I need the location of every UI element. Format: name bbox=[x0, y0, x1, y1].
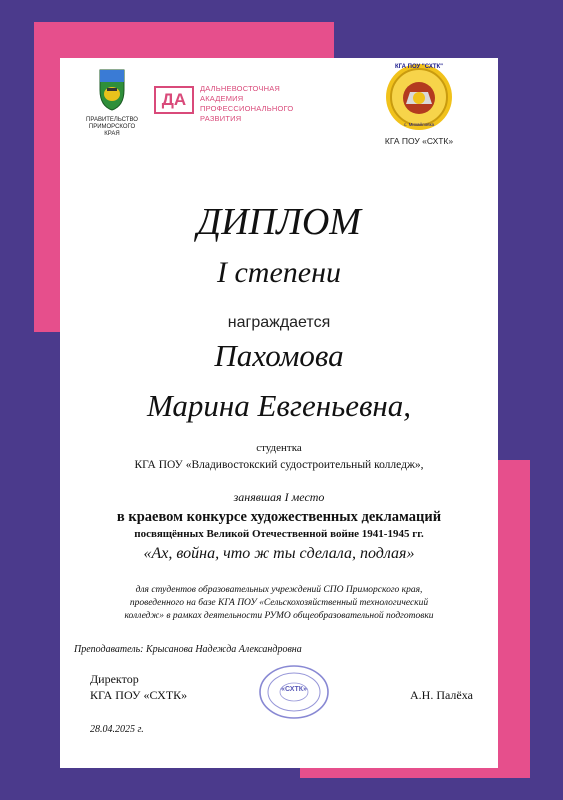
student-label: студентка bbox=[256, 442, 302, 454]
diploma-degree: I степени bbox=[217, 256, 341, 289]
director-organization: КГА ПОУ «СХТК» bbox=[90, 688, 188, 702]
diploma-title: ДИПЛОМ bbox=[197, 201, 361, 243]
student-college: КГА ПОУ «Владивостокский судостроительный колледж», bbox=[134, 459, 424, 471]
stamp-text: «СХТК» bbox=[281, 686, 307, 693]
diploma-paper bbox=[60, 58, 498, 768]
college-logo bbox=[374, 62, 464, 152]
government-line-2: ПРИМОРСКОГО КРАЯ bbox=[88, 124, 136, 137]
college-logo-top-text: КГА ПОУ "СХТК" bbox=[394, 64, 444, 70]
academy-line-1: ДАЛЬНЕВОСТОЧНАЯ bbox=[200, 84, 281, 93]
teacher-line: Преподаватель: Крысанова Надежда Александровна bbox=[74, 644, 302, 655]
event-note-line-2: проведенного на базе КГА ПОУ «Сельскохозяйственный технологический bbox=[129, 598, 429, 608]
awarded-label: награждается bbox=[227, 314, 331, 331]
event-note-line-3: колледж» в рамках деятельности РУМО общеобразовательной подготовки bbox=[124, 611, 434, 621]
place-label: занявшая I место bbox=[233, 490, 325, 504]
director-title: Директор bbox=[90, 672, 139, 686]
poem-title: «Ах, война, что ж ты сделала, подлая» bbox=[143, 545, 415, 562]
contest-dedication: посвящённых Великой Отечественной войне 1941-1945 гг. bbox=[134, 528, 424, 540]
academy-line-2: АКАДЕМИЯ bbox=[200, 94, 244, 103]
college-caption: КГА ПОУ «СХТК» bbox=[384, 136, 454, 146]
event-note-line-1: для студентов образовательных учреждений СПО Приморского края, bbox=[135, 585, 423, 595]
academy-line-3: ПРОФЕССИОНАЛЬНОГО bbox=[200, 104, 294, 113]
coat-of-arms-icon bbox=[82, 68, 142, 112]
recipient-surname: Пахомова bbox=[214, 338, 344, 373]
academy-line-4: РАЗВИТИЯ bbox=[200, 114, 242, 123]
director-name: А.Н. Палёха bbox=[410, 688, 473, 702]
government-line-1: ПРАВИТЕЛЬСТВО bbox=[86, 117, 138, 123]
government-logo bbox=[82, 68, 142, 138]
issue-date: 28.04.2025 г. bbox=[90, 724, 144, 735]
college-logo-bottom-text: с. Михайловка bbox=[403, 122, 435, 127]
official-stamp bbox=[258, 664, 330, 720]
contest-title: в краевом конкурсе художественных декламаций bbox=[116, 509, 442, 525]
recipient-first-names: Марина Евгеньевна, bbox=[146, 388, 412, 423]
event-note bbox=[60, 584, 498, 623]
frame-purple-right bbox=[530, 0, 563, 800]
academy-logo-icon: ДА bbox=[154, 86, 194, 114]
academy-logo bbox=[154, 76, 314, 126]
